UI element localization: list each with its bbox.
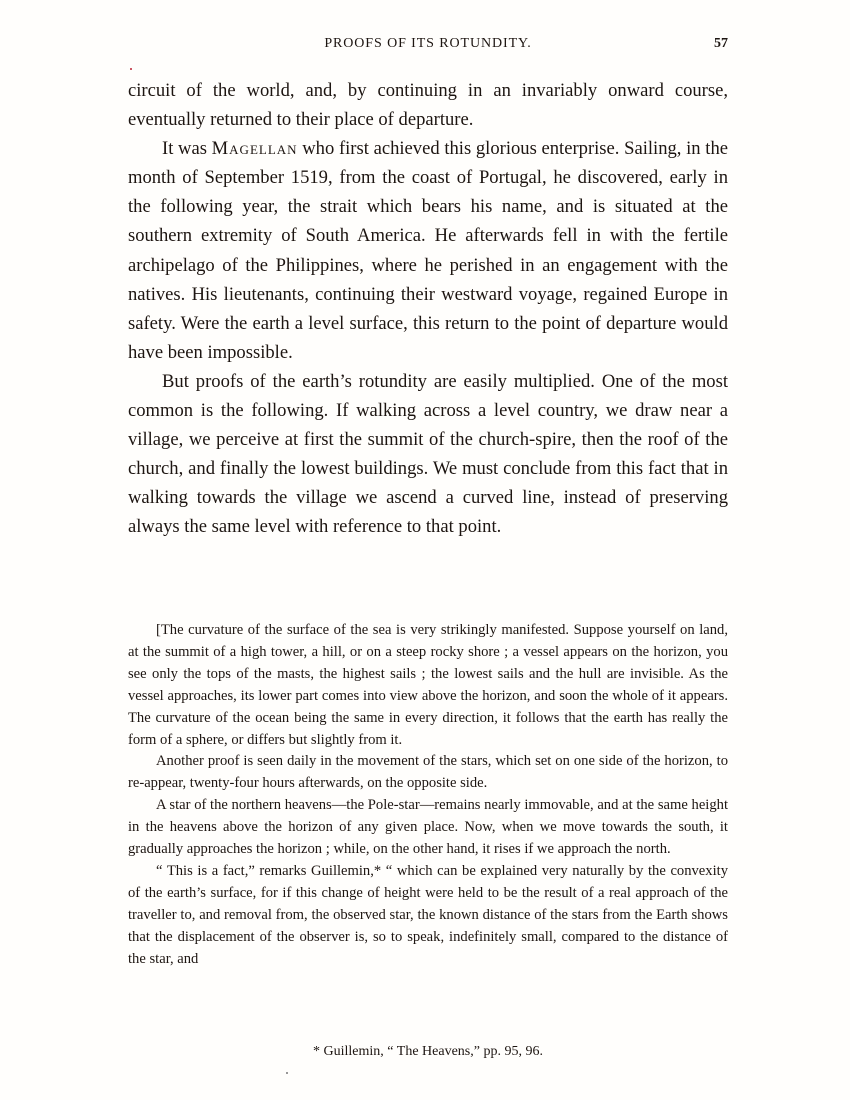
ink-speck — [130, 68, 132, 70]
annotation-block — [128, 620, 728, 971]
paragraph-magellan — [128, 134, 728, 367]
annotation-sea-curvature: [The curvature of the surface of the sea is very strikingly manifested. Suppose yourself on land, at the summit of a high tower, a hill, or on a steep rocky shore ; a vessel appears on the horizon, you see only the tops of the masts, the highest sails ; the lowest sails and the hull are invisible. As the vessel approaches, its lower part comes into view above the horizon, and soon the whole of it appears. The curvature of the ocean being the same in every direction, it follows that the earth has really the form of a sphere, or differs but slightly from it. — [128, 622, 728, 748]
page-number: 57 — [714, 36, 728, 51]
paragraph-proofs: But proofs of the earth’s rotundity are easily multiplied. One of the most common is the following. If walking across a level country, we draw near a village, we perceive at first the summit of the church-spire, then the roof of the church, and finally the lowest buildings. We must conclude from this fact that in walking towards the village we ascend a curved line, instead of preserving always the same level with reference to that point. — [128, 370, 728, 538]
page-header — [128, 36, 728, 56]
paragraph-continuation: circuit of the world, and, by continuing in an invariably onward course, eventually returned to their place of departure. — [128, 80, 728, 131]
annotation-pole-star: A star of the northern heavens—the Pole-star—remains nearly immovable, and at the same height in the heavens above the horizon of any given place. Now, when we move towards the south, it gradually approaches the horizon ; while, on the other hand, it rises if we approach the north. — [128, 797, 728, 858]
running-title: PROOFS OF ITS ROTUNDITY. — [324, 36, 532, 51]
magellan-name: Magellan — [211, 138, 298, 160]
paragraph-magellan-rest: who first achieved this glorious enterprise. Sailing, in the month of September 1519, from the coast of Portugal, he discovered, early in the following year, the strait which bears his name, and is situated at the southern extremity of South America. He afterwards fell in with the fertile archipelago of the Philippines, where he perished in an engagement with the natives. His lieutenants, continuing their westward voyage, regained Europe in safety. Were the earth a level surface, this return to the point of departure would have been impossible. — [128, 138, 728, 363]
annotation-stars: Another proof is seen daily in the movement of the stars, which set on one side of the horizon, to re-appear, twenty-four hours afterwards, on the opposite side. — [128, 753, 728, 792]
ink-speck — [286, 1072, 288, 1074]
footnote: * Guillemin, “ The Heavens,” pp. 95, 96. — [313, 1044, 543, 1059]
main-text — [128, 76, 728, 542]
annotation-guillemin-quote: “ This is a fact,” remarks Guillemin,* “ which can be explained very naturally by the convexity of the earth’s surface, for if this change of height were held to be the result of a real approach of the traveller to, and removal from, the observed star, the known distance of the stars from the Earth shows that the displacement of the observer is, so to speak, indefinitely small, compared to the distance of the star, and — [128, 862, 728, 967]
paragraph-magellan-prefix: It was — [162, 138, 212, 160]
